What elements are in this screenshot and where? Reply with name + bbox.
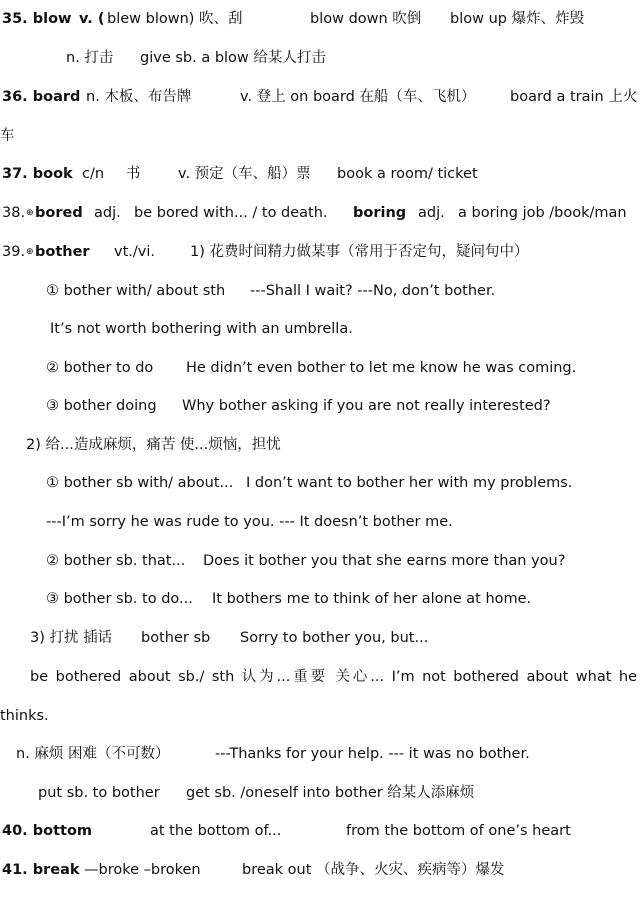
entry-blow [0,7,640,31]
example-sentence: ---Thanks for your help. --- it was no bother. [215,746,530,762]
phrase: give sb. a blow 给某人打击 [140,50,326,66]
example-sentence: He didn’t even bother to let me know he was coming. [186,360,577,376]
usage-pattern: ③ bother doing [46,398,157,414]
usage-line [0,510,640,534]
part-of-speech: vt./vi. [114,244,155,260]
phrase: a boring job /book/man [458,205,627,221]
phrase: get sb. /oneself into bother 给某人添麻烦 [186,785,475,801]
phrase: be bored with... / to death. [134,205,328,221]
phrase: break out （战争、火灾、疾病等）爆发 [242,862,505,878]
entry-headword: 36. board [2,89,81,105]
part-of-speech: v. ( [79,11,105,27]
definition: 书 [126,166,141,182]
sense-heading: 3) 打扰 插话 [30,630,113,646]
phrase: at the bottom of... [150,823,282,839]
entry-board [0,85,640,109]
phrase: from the bottom of one’s heart [346,823,571,839]
definition: v. 登上 on board 在船（车、飞机） [240,89,476,105]
definition: n. 麻烦 困难（不可数） [16,746,170,762]
example-sentence: ---I’m sorry he was rude to you. --- It doesn’t bother me. [46,514,453,530]
entry-blow-noun [0,46,640,70]
part-of-speech: n. 打击 [66,50,114,66]
sense-heading: 2) 给...造成麻烦，痛苦 使...烦恼，担忧 [26,437,281,453]
phrase: put sb. to bother [38,785,160,801]
sense-heading: 1) 花费时间精力做某事（常用于否定句，疑问句中） [190,244,529,260]
entry-headword: 40. bottom [2,823,93,839]
usage-line [0,587,640,611]
verb-forms: —broke –broken [84,862,201,878]
usage-line [0,781,640,805]
entry-bother [0,240,640,264]
phrase: book a room/ ticket [337,166,478,182]
sense-line [0,433,640,457]
entry-break [0,858,640,882]
usage-line [0,279,640,303]
part-of-speech: adj. [94,205,121,221]
example-sentence: Sorry to bother you, but... [240,630,429,646]
definition: v. 预定（车、船）票 [178,166,311,182]
entry-book [0,162,640,186]
part-of-speech: adj. [418,205,445,221]
definition: n. 木板、布告牌 [86,89,192,105]
usage-pattern: ② bother to do [46,360,154,376]
usage-line [0,549,640,573]
usage-line [0,356,640,380]
usage-pattern: ③ bother sb. to do... [46,591,193,607]
entry-headword: bored [35,205,83,221]
wrapped-text: 车 [0,128,15,144]
entry-headword: 37. book [2,166,73,182]
entry-bottom [0,819,640,843]
usage-line [0,471,640,495]
circle-plus-icon: ⊕ [26,208,34,218]
entry-bored [0,201,640,225]
entry-headword: bother [35,244,90,260]
usage-line [0,394,640,418]
entry-headword: boring [353,205,407,221]
example-sentence: Why bother asking if you are not really interested? [182,398,551,414]
usage-pattern: ② bother sb. that... [46,553,186,569]
usage-pattern: bother sb [141,630,211,646]
entry-board-wrap [0,124,640,148]
part-of-speech: c/n [82,166,105,182]
usage-line [0,665,640,689]
wrapped-text: thinks. [0,708,49,724]
example-sentence: Does it bother you that she earns more than you? [203,553,566,569]
usage-pattern: ① bother with/ about sth [46,283,226,299]
sense-line [0,626,640,650]
verb-forms: blew blown) 吹、刮 [107,11,243,27]
example-sentence: It’s not worth bothering with an umbrella. [50,321,353,337]
usage-text: be bothered about sb./ sth 认为...重要 关心... I’m not bothered about what he [30,669,637,685]
usage-line-wrap [0,704,640,728]
phrase: blow down 吹倒 [310,11,422,27]
entry-number: 38. [2,205,26,221]
entry-headword: 41. break [2,862,80,878]
usage-line [0,742,640,766]
phrase: blow up 爆炸、炸毁 [450,11,585,27]
phrase: board a train 上火 [510,89,638,105]
entry-headword: 35. blow [2,11,72,27]
usage-line [0,317,640,341]
example-sentence: ---Shall I wait? ---No, don’t bother. [250,283,496,299]
example-sentence: I don’t want to bother her with my problems. [246,475,573,491]
entry-number: 39. [2,244,26,260]
circle-plus-icon: ⊕ [26,247,34,257]
example-sentence: It bothers me to think of her alone at home. [212,591,532,607]
usage-pattern: ① bother sb with/ about... [46,475,234,491]
